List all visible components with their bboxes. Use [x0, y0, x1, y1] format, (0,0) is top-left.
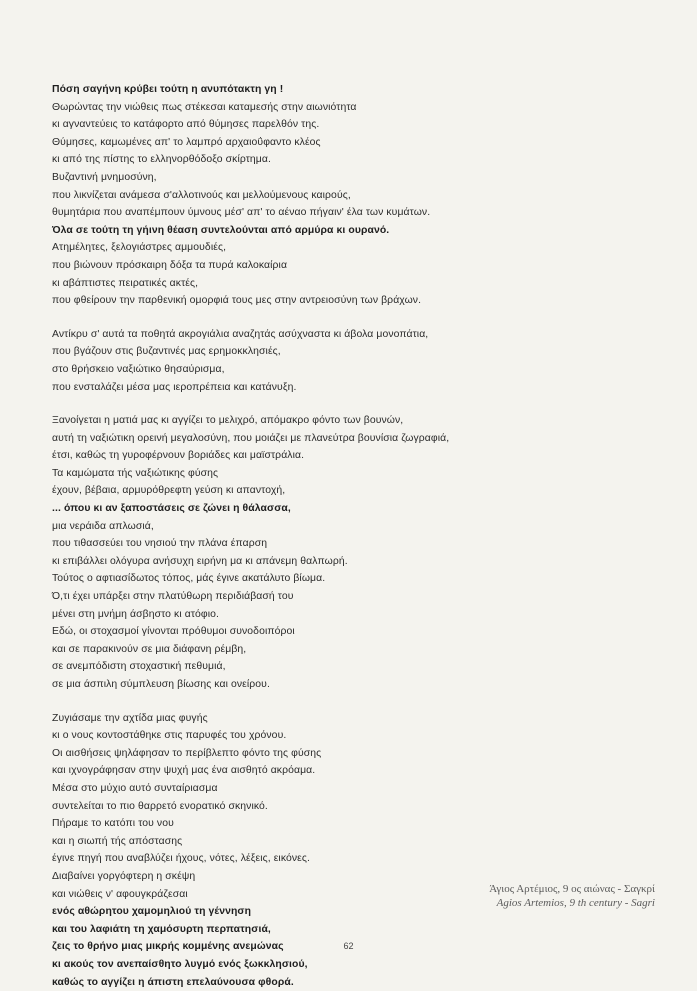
poem-line: Εδώ, οι στοχασμοί γίνονται πρόθυμοι συνοδοιπόροι: [52, 623, 672, 641]
poem-line: έτσι, καθώς τη γυροφέρνουν βοριάδες και μαϊστράλια.: [52, 447, 672, 465]
poem-line: και η σιωπή τής απόστασης: [52, 833, 672, 851]
poem-line: Ξανοίγεται η ματιά μας κι αγγίζει το μελιχρό, απόμακρο φόντο των βουνών,: [52, 412, 672, 430]
poem-line-bold: καθώς το αγγίζει η άπιστη επελαύνουσα φθορά.: [52, 974, 672, 991]
poem-line: έγινε πηγή που αναβλύζει ήχους, νότες, λέξεις, εικόνες.: [52, 850, 672, 868]
poem-line: Ό,τι έχει υπάρξει στην πλατύθωρη περιδιάβασή του: [52, 588, 672, 606]
poem-line: που βιώνουν πρόσκαιρη δόξα τα πυρά καλοκαίρια: [52, 257, 672, 275]
poem-line-bold: και του λαφιάτη τη χαμόσυρτη περπατησιά,: [52, 921, 672, 939]
poem-line: και νιώθεις ν' αφουγκράζεσαι: [52, 886, 672, 904]
poem-line: και ιχνογράφησαν στην ψυχή μας ένα αισθητό ακρόαμα.: [52, 762, 672, 780]
poem-line: Θύμησες, καμωμένες απ' το λαμπρό αρχαιοΰφαντο κλέος: [52, 134, 672, 152]
poem-line: έχουν, βέβαια, αρμυρόθρεφτη γεύση κι απαντοχή,: [52, 482, 672, 500]
poem-line: Ζυγιάσαμε την αχτίδα μιας φυγής: [52, 710, 672, 728]
poem-line: θυμητάρια που αναπέμπουν ύμνους μέσ' απ' το αέναο πήγαιν' έλα των κυμάτων.: [52, 204, 672, 222]
poem-line: Τούτος ο αφτιασίδωτος τόπος, μάς έγινε ακατάλυτο βίωμα.: [52, 570, 672, 588]
page-number: 62: [0, 941, 697, 951]
poem-line: αυτή τη ναξιώτικη ορεινή μεγαλοσύνη, που μοιάζει με πλανεύτρα βουνίσια ζωγραφιά,: [52, 430, 672, 448]
poem-line-bold: Όλα σε τούτη τη γήινη θέαση συντελούνται από αρμύρα κι ουρανό.: [52, 222, 672, 240]
poem-line: κι αγναντεύεις το κατάφορτο από θύμησες παρελθόν της.: [52, 116, 672, 134]
poem-line: που φθείρουν την παρθενική ομορφιά τους μες στην αντρειοσύνη των βράχων.: [52, 292, 672, 310]
poem-line: στο θρήσκειο ναξιώτικο θησαύρισμα,: [52, 361, 672, 379]
poem-line: που λικνίζεται ανάμεσα σ'αλλοτινούς και μελλούμενους καιρούς,: [52, 187, 672, 205]
poem-text: [52, 81, 672, 991]
poem-line: μια νεράιδα απλωσιά,: [52, 518, 672, 536]
poem-line-bold: Πόση σαγήνη κρύβει τούτη η ανυπότακτη γη !: [52, 81, 672, 99]
poem-line: κι ο νους κοντοστάθηκε στις παρυφές του χρόνου.: [52, 727, 672, 745]
poem-line: κι από της πίστης το ελληνορθόδοξο σκίρτημα.: [52, 151, 672, 169]
poem-line: σε μια άσπιλη σύμπλευση βίωσης και ονείρου.: [52, 676, 672, 694]
poem-line: συντελείται το πιο θαρρετό ενορατικό σκηνικό.: [52, 798, 672, 816]
stanza: [52, 326, 672, 396]
caption-greek: Άγιος Αρτέμιος, 9 ος αιώνας - Σαγκρί: [489, 882, 655, 896]
poem-line: που βγάζουν στις βυζαντινές μας ερημοκκλησιές,: [52, 343, 672, 361]
poem-line: σε ανεμπόδιστη στοχαστική πεθυμιά,: [52, 658, 672, 676]
poem-line: και σε παρακινούν σε μια διάφανη ρέμβη,: [52, 641, 672, 659]
poem-line: κι επιβάλλει ολόγυρα ανήσυχη ειρήνη μα κι απάνεμη θαλπωρή.: [52, 553, 672, 571]
poem-line-bold: ενός αθώρητου χαμομηλιού τη γέννηση: [52, 903, 672, 921]
poem-line: Μέσα στο μύχιο αυτό συνταίριασμα: [52, 780, 672, 798]
poem-line: που τιθασσεύει του νησιού την πλάνα έπαρση: [52, 535, 672, 553]
poem-line: Πήραμε το κατόπι του νου: [52, 815, 672, 833]
stanza: [52, 81, 672, 310]
poem-line: Θωρώντας την νιώθεις πως στέκεσαι καταμεσής στην αιωνιότητα: [52, 99, 672, 117]
poem-line: Τα καμώματα τής ναξιώτικης φύσης: [52, 465, 672, 483]
poem-line: Βυζαντινή μνημοσύνη,: [52, 169, 672, 187]
stanza: [52, 412, 672, 694]
poem-line: Οι αισθήσεις ψηλάφησαν το περίβλεπτο φόντο της φύσης: [52, 745, 672, 763]
poem-line: Αντίκρυ σ' αυτά τα ποθητά ακρογιάλια αναζητάς ασύχναστα κι άβολα μονοπάτια,: [52, 326, 672, 344]
poem-line: κι αβάπτιστες πειρατικές ακτές,: [52, 275, 672, 293]
caption-english: Agios Artemios, 9 th century - Sagri: [489, 896, 655, 910]
poem-line-bold: ... όπου κι αν ξαποστάσεις σε ζώνει η θάλασσα,: [52, 500, 672, 518]
photo-caption: [489, 882, 655, 910]
poem-line: που ενσταλάζει μέσα μας ιεροπρέπεια και κατάνυξη.: [52, 379, 672, 397]
poem-line: Διαβαίνει γοργόφτερη η σκέψη: [52, 868, 672, 886]
poem-line-bold: κι ακούς τον ανεπαίσθητο λυγμό ενός ξωκκλησιού,: [52, 956, 672, 974]
poem-line: μένει στη μνήμη άσβηστο κι ατόφιο.: [52, 606, 672, 624]
poem-line: Ατημέλητες, ξελογιάστρες αμμουδιές,: [52, 239, 672, 257]
poem-line-bold: ζεις το θρήνο μιας μικρής κομμένης ανεμώνας: [52, 938, 672, 956]
